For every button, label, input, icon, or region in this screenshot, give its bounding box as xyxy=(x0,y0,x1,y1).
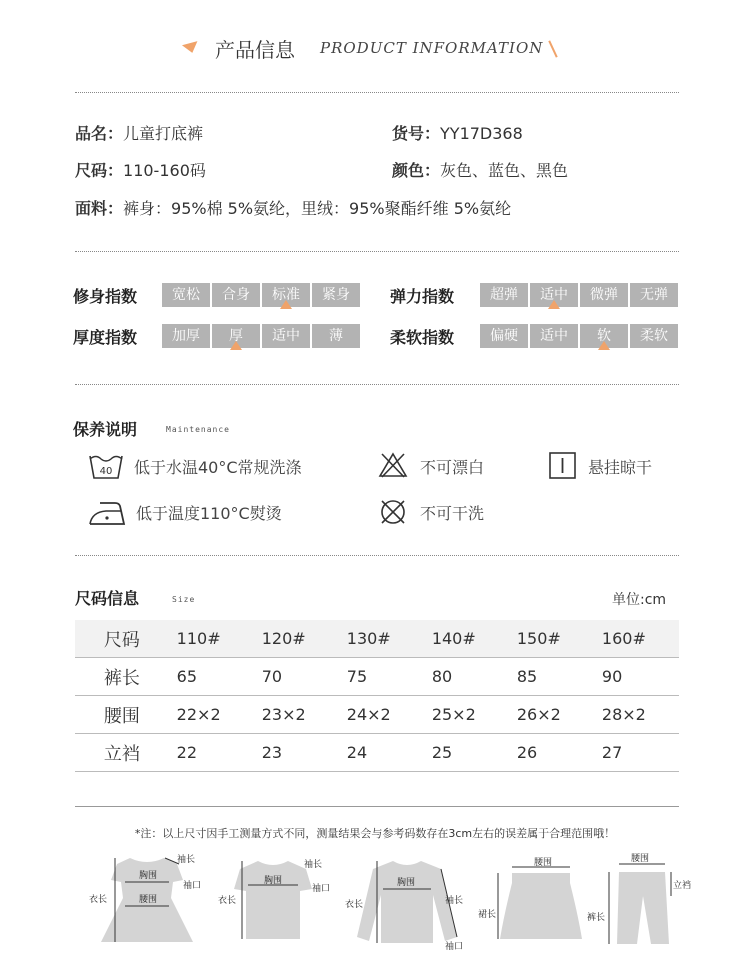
scale-option: 合身 xyxy=(212,283,260,307)
scale-option: 柔软 xyxy=(630,324,678,348)
no-bleach-icon xyxy=(378,452,408,478)
measurement-note: *注：以上尺寸因手工测量方式不同，测量结果会与参考码数存在3cm左右的误差属于合理范围哦！ xyxy=(134,827,616,840)
scale-option: 加厚 xyxy=(162,324,210,348)
section-subtitle: PRODUCT INFORMATION xyxy=(320,39,544,57)
care-subtitle: Maintenance xyxy=(166,425,230,434)
tshirt-chest-label: 胸围 xyxy=(264,876,283,886)
sweater-diagram xyxy=(345,855,470,950)
index-label-fit: 修身指数 xyxy=(73,287,138,306)
table-cell: 26 xyxy=(509,734,594,772)
scale-option: 微弹 xyxy=(580,283,628,307)
care-title: 保养说明 xyxy=(73,420,138,439)
divider xyxy=(75,806,679,807)
care-item-hang-dry: 悬挂晾干 xyxy=(588,458,653,477)
care-item-no-bleach: 不可漂白 xyxy=(420,458,485,477)
dress-cuff-label: 袖口 xyxy=(183,881,202,891)
dress-length-label: 衣长 xyxy=(89,895,108,905)
table-cell: 110# xyxy=(169,620,254,658)
table-cell: 150# xyxy=(509,620,594,658)
product-fabric: 面料：裤身：95%棉 5%氨纶，里绒：95%聚酯纤维 5%氨纶 xyxy=(75,199,512,218)
scale-option: 厚 xyxy=(212,324,260,348)
skirt-diagram xyxy=(478,855,588,950)
table-cell: 27 xyxy=(594,734,679,772)
size-title: 尺码信息 xyxy=(75,589,140,608)
table-cell: 160# xyxy=(594,620,679,658)
index-scale-fit xyxy=(162,283,360,307)
no-dry-clean-icon xyxy=(379,498,407,526)
table-cell: 22 xyxy=(169,734,254,772)
table-cell: 裤长 xyxy=(75,658,169,696)
table-row xyxy=(75,658,679,696)
tshirt-cuff-label: 袖口 xyxy=(312,884,331,894)
wash-temp-label: 40 xyxy=(99,466,113,477)
pants-diagram xyxy=(585,850,695,950)
table-cell: 85 xyxy=(509,658,594,696)
divider xyxy=(75,384,679,385)
scale-option: 标准 xyxy=(262,283,310,307)
index-scale-softness xyxy=(480,324,678,348)
triangle-decor-icon xyxy=(182,41,200,55)
wash-40-icon xyxy=(88,451,124,481)
scale-option: 无弹 xyxy=(630,283,678,307)
scale-option: 紧身 xyxy=(312,283,360,307)
table-cell: 26×2 xyxy=(509,696,594,734)
scale-option: 偏硬 xyxy=(480,324,528,348)
skirt-length-label: 裙长 xyxy=(478,910,497,920)
dress-diagram xyxy=(85,850,210,950)
scale-option: 适中 xyxy=(262,324,310,348)
selected-marker-icon xyxy=(230,341,242,350)
section-header xyxy=(0,34,750,64)
selected-marker-icon xyxy=(280,300,292,309)
selected-marker-icon xyxy=(598,341,610,350)
table-cell: 22×2 xyxy=(169,696,254,734)
table-cell: 130# xyxy=(339,620,424,658)
dress-sleeve-label: 袖长 xyxy=(177,855,196,865)
table-cell: 24 xyxy=(339,734,424,772)
table-cell: 25 xyxy=(424,734,509,772)
scale-option: 软 xyxy=(580,324,628,348)
table-row xyxy=(75,620,679,658)
pants-length-label: 裤长 xyxy=(587,913,606,923)
hang-dry-icon xyxy=(549,452,576,479)
table-cell: 立裆 xyxy=(75,734,169,772)
index-label-elasticity: 弹力指数 xyxy=(390,287,455,306)
table-cell: 24×2 xyxy=(339,696,424,734)
table-cell: 23×2 xyxy=(254,696,339,734)
sweater-sleeve-label: 袖长 xyxy=(445,896,464,906)
table-cell: 120# xyxy=(254,620,339,658)
sweater-length-label: 衣长 xyxy=(345,900,364,910)
index-scale-thickness xyxy=(162,324,360,348)
care-item-no-dry-clean: 不可干洗 xyxy=(420,504,485,523)
product-size: 尺码：110-160码 xyxy=(75,161,206,180)
sweater-chest-label: 胸围 xyxy=(397,878,416,888)
product-sku: 货号：YY17D368 xyxy=(392,124,523,143)
table-cell: 65 xyxy=(169,658,254,696)
dress-chest-label: 胸围 xyxy=(139,871,158,881)
selected-marker-icon xyxy=(548,300,560,309)
care-item-wash: 低于水温40°C常规洗涤 xyxy=(134,458,302,477)
table-cell: 75 xyxy=(339,658,424,696)
table-cell: 80 xyxy=(424,658,509,696)
index-scale-elasticity xyxy=(480,283,678,307)
table-cell: 25×2 xyxy=(424,696,509,734)
divider xyxy=(75,251,679,252)
pants-rise-label: 立裆 xyxy=(673,881,692,891)
scale-option: 超弹 xyxy=(480,283,528,307)
tshirt-diagram xyxy=(218,855,338,945)
index-label-thickness: 厚度指数 xyxy=(73,328,138,347)
divider xyxy=(75,92,679,93)
pants-waist-label: 腰围 xyxy=(631,854,650,864)
table-cell: 70 xyxy=(254,658,339,696)
table-cell: 28×2 xyxy=(594,696,679,734)
table-cell: 尺码 xyxy=(75,620,169,658)
scale-option: 适中 xyxy=(530,283,578,307)
table-cell: 23 xyxy=(254,734,339,772)
dress-waist-label: 腰围 xyxy=(139,895,158,905)
size-unit: 单位:cm xyxy=(612,592,667,608)
slash-decor-icon xyxy=(548,40,557,57)
size-subtitle: Size xyxy=(172,595,196,604)
iron-icon xyxy=(88,500,126,526)
size-table xyxy=(75,620,679,772)
skirt-waist-label: 腰围 xyxy=(534,858,553,868)
scale-option: 适中 xyxy=(530,324,578,348)
scale-option: 薄 xyxy=(312,324,360,348)
tshirt-length-label: 衣长 xyxy=(218,896,237,906)
table-row xyxy=(75,734,679,772)
product-color: 颜色：灰色、蓝色、黑色 xyxy=(392,161,569,180)
tshirt-sleeve-label: 袖长 xyxy=(304,860,323,870)
table-cell: 90 xyxy=(594,658,679,696)
section-title: 产品信息 xyxy=(215,38,295,62)
care-item-iron: 低于温度110°C熨烫 xyxy=(136,504,282,523)
table-cell: 腰围 xyxy=(75,696,169,734)
table-row xyxy=(75,696,679,734)
scale-option: 宽松 xyxy=(162,283,210,307)
divider xyxy=(75,555,679,556)
product-name: 品名：儿童打底裤 xyxy=(75,124,204,143)
table-cell: 140# xyxy=(424,620,509,658)
sweater-cuff-label: 袖口 xyxy=(445,942,464,950)
index-label-softness: 柔软指数 xyxy=(390,328,455,347)
